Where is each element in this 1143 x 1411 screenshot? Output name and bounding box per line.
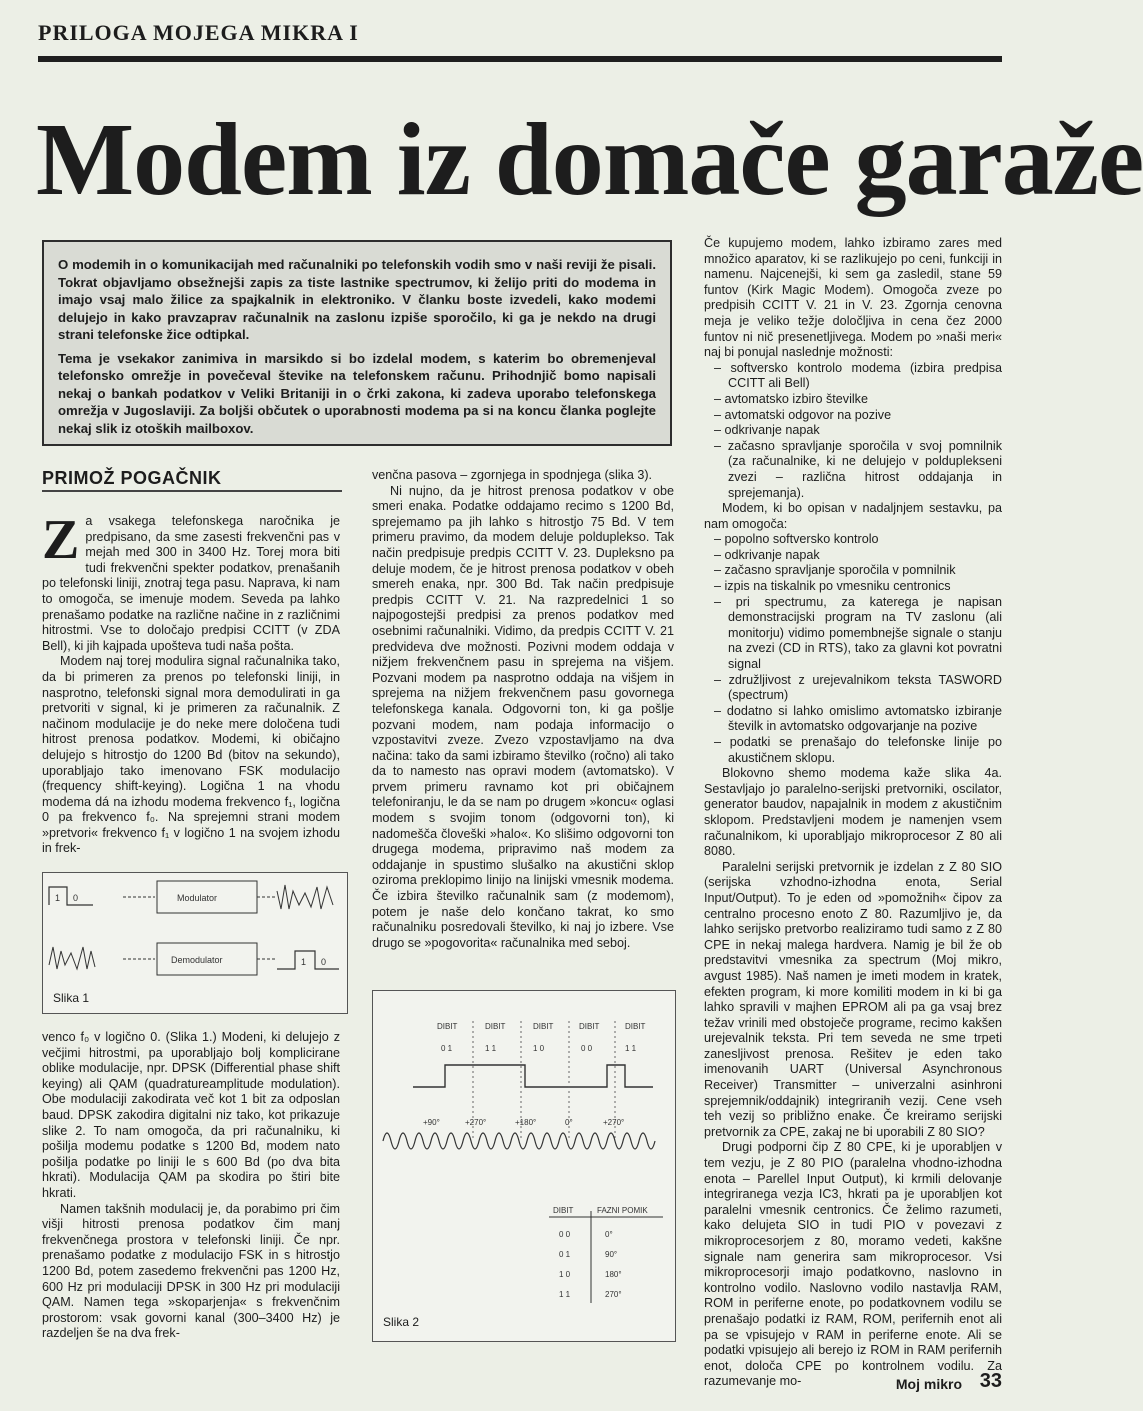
body-paragraph: Če kupujemo modem, lahko izbiramo zares med množico aparatov, ki se razlikujejo po ceni, funkciji in namenu. Najcenejši, ki sem ga zasledil, stane 59 funtov (Kirk Magic Modem). Omogoča zveze po predpisih CCITT V. 21 in V. 23. Zgornja cenovna meja je veliko težje določljiva in cena čez 2000 funtov ni nič presenetljivega. Modem po »naši meri« naj bi ponujal naslednje možnosti: xyxy=(704,236,1002,360)
page-number: 33 xyxy=(979,1370,1002,1392)
author-byline: PRIMOŽ POGAČNIK xyxy=(42,468,222,488)
svg-text:0 0: 0 0 xyxy=(559,1230,571,1239)
svg-text:DIBIT: DIBIT xyxy=(485,1022,506,1031)
svg-text:FAZNI POMIK: FAZNI POMIK xyxy=(597,1206,648,1215)
svg-text:0 0: 0 0 xyxy=(581,1044,593,1053)
svg-text:+270°: +270° xyxy=(465,1118,487,1127)
svg-text:1: 1 xyxy=(301,957,307,967)
body-paragraph: Modem, ki bo opisan v nadaljnjem sestavku, pa nam omogoča: xyxy=(704,501,1002,531)
figure-2 xyxy=(372,990,676,1342)
list-item: – združljivost z urejevalnikom teksta TASWORD (spectrum) xyxy=(714,672,1002,703)
list-item: – začasno spravljanje sporočila v svoj pomnilnik (za računalnike, ki ne delujejo v polduplekseni zvezi – različna hitrost oddajanja in sprejemanja). xyxy=(714,438,1002,500)
svg-text:1 0: 1 0 xyxy=(533,1044,545,1053)
feature-list xyxy=(704,532,1002,766)
svg-text:DIBIT: DIBIT xyxy=(579,1022,600,1031)
body-paragraph: Drugi podporni čip Z 80 CPE, ki je uporabljen v tem vezju, je Z 80 PIO (paralelna vhodno-izhodna enota – Parellel Input Output), ki krmili delovanje integriranega vezja IC3, hkrati pa je uporabljen kot paralelni vmesnik centronics. Če želimo razumeti, kako delujeta SIO in tudi PIO v povezavi z mikroprocesorjem z 80, moramo vedeti, kakšne signale nam generira sam mikroprocesor. Vsi mikroprocesorji imajo podatkovno, naslovno in kontrolno vodilo. Naslovno vodilo nastavlja RAM, ROM in periferne enote, po podatkovnem vodilu se prenašajo podatki iz RAM, ROM, perifernih enot ali pa se vpisujejo v RAM in periferne enote. Ali se podatki vpisujejo ali berejo iz ROM in RAM perifernih enot, določa CPE po kontrolnem vodilu. Za razumevanje mo- xyxy=(704,1140,1002,1389)
figure-1-caption: Slika 1 xyxy=(53,991,90,1005)
list-item: – odkrivanje napak xyxy=(714,423,820,438)
list-item: – softversko kontrolo modema (izbira predpisa CCITT ali Bell) xyxy=(714,360,1002,391)
fig1-bit0: 0 xyxy=(73,893,79,903)
column-1-continued xyxy=(42,1030,340,1342)
svg-text:DIBIT: DIBIT xyxy=(625,1022,646,1031)
svg-text:0 1: 0 1 xyxy=(559,1250,571,1259)
article-headline: Modem iz domače garaže xyxy=(36,102,1143,217)
figure-2-diagram xyxy=(373,991,675,1341)
lead-paragraph: O modemih in o komunikacijah med računalniki po telefonskih vodih smo v naši reviji že pisali. Tokrat objavljamo obsežnejši zapis za tiste lastnike spectrumov, ki želijo priti do modema in imajo vsaj malo žilice za spajkalnik in elektroniko. V članku boste izvedeli, kako modemi delujejo in kako pravzaprav računalnik na zaslonu izpiše sporočilo, ki ga je nekdo na drugi strani telefonske žice odtipkal. xyxy=(58,257,656,342)
list-item: – podatki se prenašajo do telefonske linije po akustičnem sklopu. xyxy=(714,735,1002,765)
svg-text:1 1: 1 1 xyxy=(559,1290,571,1299)
body-paragraph: Paralelni serijski pretvornik je izdelan z Z 80 SIO (serijska vzhodno-izhodna enota, Serial Input/Output). To je eden od »pomožnih« čipov za centralno procesno enoto Z 80. Razumljivo je, da lahko serijsko pretvorbo realiziramo tudi samo z Z 80 CPE in nekaj malega hardvera. Namig je bil že ob predstavitvi vmesnika za spectrum (Moj mikro, avgust 1985). Naš namen je imeti modem in kratek, efekten program, ki more komiliti modem in ki bi ga lahko spravili v majhen EPROM ali pa ga vsaj brez težav vrinili med obstoječe programe, recimo kakšen urejevalnik teksta. Pri tem seveda ne sme trpeti zanesljivost prenosa. Rešitev je eden tako imenovanih UART (Universal Asynchronous Receiver) Transmitter – univerzalni asinhroni sprejemnik/oddajnik) integriranih vezij. Cene vseh teh vezij so približno enake. Če kreiramo serijski pretvornik za CPE, zakaj ne bi uporabili Z 80 SIO? xyxy=(704,859,1002,1139)
body-paragraph: Ni nujno, da je hitrost prenosa podatkov v obe smeri enaka. Podatke oddajamo recimo s 1200 Bd, sprejemamo pa jih lahko s hitrostjo 75 Bd. V tem primeru pravimo, da modem deluje polduplekso. Tak način predpisuje predpis CCITT V. 23. Dupleksno pa deluje modem, če je hitrost prenosa podatkov v obeh smereh enaka, npr. 300 Bd. Tak način predpisuje predpis CCITT V. 21. Na razpredelnici 1 so najpogostejši predpisi za prenos podatkov med osebnimi računalniki. Vidimo, da predpis CCITT V. 21 predvideva dve možnosti. Pozivni modem oddaja v nižjem frekvenčnem pasu in sprejema na višjem. Pozvani modem pa nasprotno oddaja na višjem in sprejema na nižjem frekvenčnem pasu govornega telefonskega kanala. Odgovorni ton, ki ga pošlje pozvani modem, nam podaja informacijo o vzpostavitvi zveze. Zvezo vzpostavljamo na dva načina: tako da sami izbiramo številko (ročno) ali tako da to namesto nas opravi modem (avtomatsko). V prvem primeru ravnamo kot pri običajnem telefoniranju, le da se nam po drugem »koncu« oglasi modem s svojim tonom (odgovorni ton), ki nadomešča človeški »halo«. Ko slišimo odgovorni ton drugega modema, pripravimo naš modem za oddajanje in spustimo slušalko na akustični sklop oziroma preklopimo linijo na linijski vmesnik modema. Če izbira številko računalnik sam (z modemom), potem je naše delo končano takrat, ko smo računalniku posredovali številko, ki naj jo izbere. Vse drugo se »pogovorita« računalnika med seboj. xyxy=(372,483,674,950)
svg-text:1 1: 1 1 xyxy=(625,1044,637,1053)
svg-text:+270°: +270° xyxy=(603,1118,625,1127)
section-header xyxy=(38,14,1002,62)
body-paragraph: venčna pasova – zgornjega in spodnjega (slika 3). xyxy=(372,468,653,482)
svg-text:DIBIT: DIBIT xyxy=(553,1206,574,1215)
fig1-demodulator-label: Demodulator xyxy=(171,955,223,965)
body-paragraph: Modem naj torej modulira signal računalnika tako, da bi primeren za prenos po telefonski liniji, in nasprotno, telefonski signal mora demodulirati in ga pretvoriti v signal, ki je primeren za računalnik. Z načinom modulacije je do neke mere določena tudi hitrost prenosa podatkov. Modemi, ki običajno delujejo s hitrostjo do 1200 Bd (bitov na sekundo), uporabljajo tako imenovano FSK modulacijo (frequency shift-keying). Logična 1 na vhodu modema dá na izhodu modema frekvenco f₁, logična 0 pa frekvenco f₀. Na sprejemni strani modem »pretvori« frekvenco f₁ v logično 1 na svojem izhodu in frek- xyxy=(42,654,340,856)
svg-text:1 0: 1 0 xyxy=(559,1270,571,1279)
list-item: – dodatno si lahko omislimo avtomatsko izbiranje številk in avtomatsko odgovarjanje na pozive xyxy=(714,703,1002,734)
column-1 xyxy=(42,509,340,857)
list-item: – avtomatski odgovor na pozive xyxy=(714,407,892,422)
svg-text:180°: 180° xyxy=(605,1270,622,1279)
lead-box xyxy=(42,240,672,446)
fig1-modulator-label: Modulator xyxy=(177,893,218,903)
figure-2-caption: Slika 2 xyxy=(383,1315,420,1329)
svg-text:0°: 0° xyxy=(565,1118,573,1127)
svg-text:DIBIT: DIBIT xyxy=(533,1022,554,1031)
section-title: PRILOGA MOJEGA MIKRA I xyxy=(38,20,359,45)
byline-rule xyxy=(42,490,342,492)
list-item: – popolno softversko kontrolo xyxy=(714,532,879,547)
column-2 xyxy=(372,468,674,951)
body-paragraph: Namen takšnih modulacij je, da porabimo pri čim višji hitrosti prenosa podatkov čim manj frekvenčnega prostora v telefonski liniji. Če npr. prenašamo podatke z modulacijo FSK in s hitrostjo 1200 Bd, potem zasedemo frekvenčni pas 1200 Hz, 600 Hz pri modulaciji DPSK in 300 Hz pri modulaciji QAM. Namen tega »skoparjenja« s frekvenčnim prostorom: vsak govorni kanal (300–3400 Hz) je razdeljen še na dva frek- xyxy=(42,1201,340,1341)
svg-text:DIBIT: DIBIT xyxy=(437,1022,458,1031)
list-item: – odkrivanje napak xyxy=(714,547,820,562)
feature-list xyxy=(704,361,1002,501)
svg-text:+180°: +180° xyxy=(515,1118,537,1127)
svg-text:0°: 0° xyxy=(605,1230,613,1239)
fig1-bit1: 1 xyxy=(55,893,61,903)
svg-text:+90°: +90° xyxy=(423,1118,440,1127)
body-paragraph: venco f₀ v logično 0. (Slika 1.) Modeni, ki delujejo z večjimi hitrostmi, pa uporabljajo bolj komplicirane oblike modulacije, npr. DPSK (Differential phase shift keying) ali QAM (quadratureamplitude modulation). Obe modulaciji zakodirata več kot 1 bit za odposlan baud. DPSK zakodira digitalni niz tako, kot prikazuje slike 2. To nam omogoča, da pri računalniku, ki pošilja modemu podatke s 1200 Bd, modem nato pošilja podatke po liniji le s 600 Bd (po dva bita hkrati). Modulacija QAM pa skodira po štiri bite hkrati. xyxy=(42,1030,340,1200)
svg-text:0 1: 0 1 xyxy=(441,1044,453,1053)
drop-cap: Z xyxy=(42,509,80,571)
body-paragraph: Blokovno shemo modema kaže slika 4a. Sestavljajo jo paralelno-serijski pretvorniki, oscilator, generator baudov, napajalnik in modem z akustičnim sklopom. Predstavljeni modem je namenjen vsem računalnikom, ki uporabljajo mikroprocesor Z 80 ali 8080. xyxy=(704,766,1002,859)
lead-paragraph: Tema je vsekakor zanimiva in marsikdo si bo izdelal modem, s katerim bo obremenjeval telefonsko omrežje in povečeval števike na telefonskem računu. Prihodnjič bomo napisali nekaj o bankah podatkov v Veliki Britaniji in o črki zakona, ki zadeva uporabo telefonskega omrežja v Jugoslaviji. Za boljši občutek o uporabnosti modema pa si na koncu članka poglejte nekaj slik iz otoških mailboxov. xyxy=(58,350,656,436)
list-item: – avtomatsko izbiro številke xyxy=(714,391,868,406)
svg-text:0: 0 xyxy=(321,957,327,967)
list-item: – začasno spravljanje sporočila v pomnilnik xyxy=(714,563,956,578)
magazine-brand: Moj mikro xyxy=(895,1376,962,1392)
body-paragraph: a vsakega telefonskega naročnika je predpisano, da sme zasesti frekvenčni pas v mejah med 300 in 3400 Hz. Torej mora biti tudi frekvenčni spekter podatkov, prenašanih po telefonski liniji, znotraj tega pasu. Naprava, ki nam to omogoča, se imenuje modem. Seveda pa lahko prenašamo podatke na različne načine in z različnimi hitrostmi. Vse to določajo predpisi CCITT (v ZDA Bell), ki jih kajpada upošteva tudi naša pošta. xyxy=(42,514,340,653)
svg-text:1 1: 1 1 xyxy=(485,1044,497,1053)
svg-text:270°: 270° xyxy=(605,1290,622,1299)
svg-text:90°: 90° xyxy=(605,1250,618,1259)
list-item: – pri spectrumu, za katerega je napisan demonstracijski program na TV zaslonu (ali monitorju) vidimo pomembnejše signale o stanju na zvezi (CD in RTS), tako za glavni kot povratni signal xyxy=(714,594,1002,672)
figure-1 xyxy=(42,872,348,1014)
list-item: – izpis na tiskalnik po vmesniku centronics xyxy=(714,579,951,594)
column-3 xyxy=(704,236,1002,1390)
